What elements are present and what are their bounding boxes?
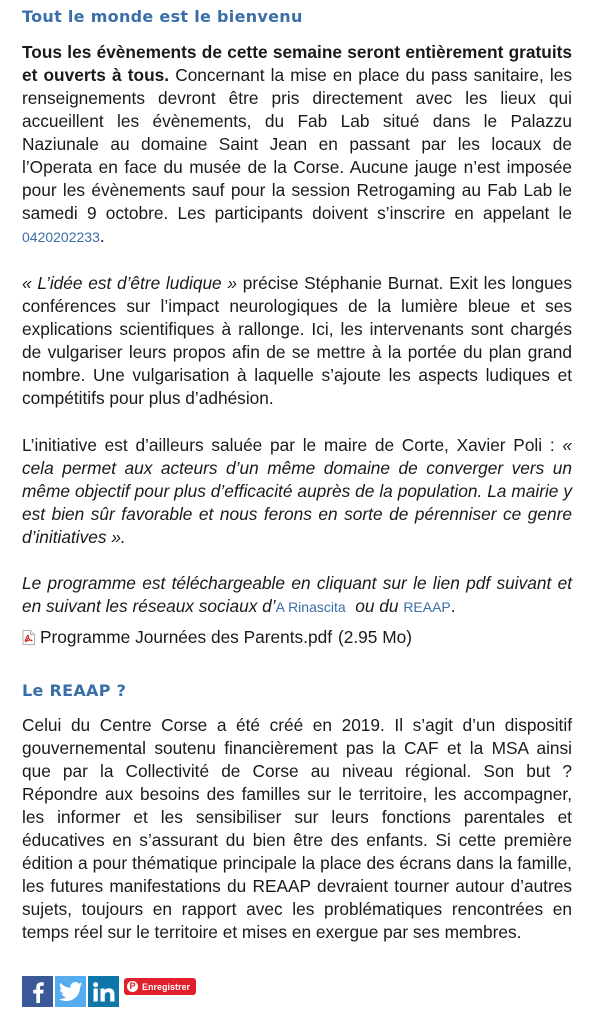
paragraph-intro-text: Concernant la mise en place du pass sanitaire, les renseignements devront être pris directement avec les lieux qui accueillent les évènements, du Fab Lab situé dans le Palazzu Naziunale au domaine Saint Jean en passant par les locaux de l’Operata en face du musée de la Corse. Aucune jauge n’est imposée pour les évènements sauf pour la session Retrogaming au Fab Lab le samedi 9 octobre. Les participants doivent s’inscrire en appelant le	[22, 65, 572, 223]
share-bar	[22, 976, 196, 1007]
paragraph-intro-end: .	[99, 226, 105, 246]
section-heading-reaap: Le REAAP ?	[22, 681, 127, 700]
pinterest-label: Enregistrer	[142, 981, 191, 992]
paragraph-intro	[22, 41, 572, 249]
pdf-attachment[interactable]	[22, 624, 412, 650]
quote-ludique: « L’idée est d’être ludique »	[22, 273, 237, 293]
twitter-icon	[59, 982, 83, 1002]
linkedin-icon	[93, 982, 115, 1002]
link-reaap[interactable]: REAAP	[403, 599, 451, 615]
pdf-filename-link[interactable]: Programme Journées des Parents.pdf	[40, 627, 333, 647]
pdf-file-size: (2.95 Mo)	[338, 627, 412, 647]
pdf-icon	[22, 626, 35, 641]
section-heading-bienvenu: Tout le monde est le bienvenu	[22, 7, 303, 26]
paragraph-maire	[22, 434, 572, 549]
facebook-share-button[interactable]	[22, 976, 53, 1007]
linkedin-share-button[interactable]	[88, 976, 119, 1007]
quote-maire: « cela permet aux acteurs d’un même domaine de converger vers un même objectif pour plus d’efficacité auprès de la population. La mairie y est bien sûr favorable et nous ferons en sorte de pérenniser ce genre d’initiatives ».	[22, 435, 572, 547]
paragraph-ludique-text: précise Stéphanie Burnat. Exit les longues conférences sur l’impact neurologiques de la lumière bleue et ses explications scientifiques à rallonge. Ici, les intervenants sont chargés de vulgariser leurs propos afin de se mettre à la portée du plan grand nombre. Une vulgarisation à laquelle s’ajoute les aspects ludiques et compétitifs pour plus d’adhésion.	[22, 273, 572, 408]
paragraph-ludique	[22, 272, 572, 410]
paragraph-reaap: Celui du Centre Corse a été créé en 2019. Il s’agit d’un dispositif gouvernemental soutenu financièrement pas la CAF et la MSA ainsi que par la Collectivité de Corse au niveau régional. Son but ? Répondre aux besoins des familles sur le territoire, les accompagner, les informer et les sensibiliser sur leurs fonctions parentales et éducatives en s’assurant du bien être des enfants. Si cette première édition a pour thématique principale la place des écrans dans la famille, les futures manifestations du REAAP devraient tourner autour d’autres sujets, toujours en rapport avec les problématiques rencontrées en temps réel sur le territoire et mises en exergue par ses membres.	[22, 715, 572, 942]
paragraph-intro-bold: Tous les évènements de cette semaine seront entièrement gratuits et ouverts à tous.	[22, 42, 572, 85]
paragraph-programme-end: .	[450, 596, 456, 616]
twitter-share-button[interactable]	[55, 976, 86, 1007]
paragraph-programme-text: Le programme est téléchargeable en cliquant sur le lien pdf suivant et en suivant les réseaux sociaux d’	[22, 573, 572, 616]
link-a-rinascita[interactable]: A Rinascita	[275, 599, 346, 615]
paragraph-programme	[22, 572, 572, 619]
paragraph-maire-text: L’initiative est d’ailleurs saluée par le maire de Corte, Xavier Poli :	[22, 435, 563, 455]
phone-link[interactable]: 0420202233	[22, 229, 100, 245]
pinterest-icon: P	[127, 981, 138, 992]
facebook-icon	[31, 981, 45, 1003]
paragraph-programme-mid: ou du	[345, 596, 404, 616]
pinterest-save-button[interactable]	[124, 978, 196, 995]
